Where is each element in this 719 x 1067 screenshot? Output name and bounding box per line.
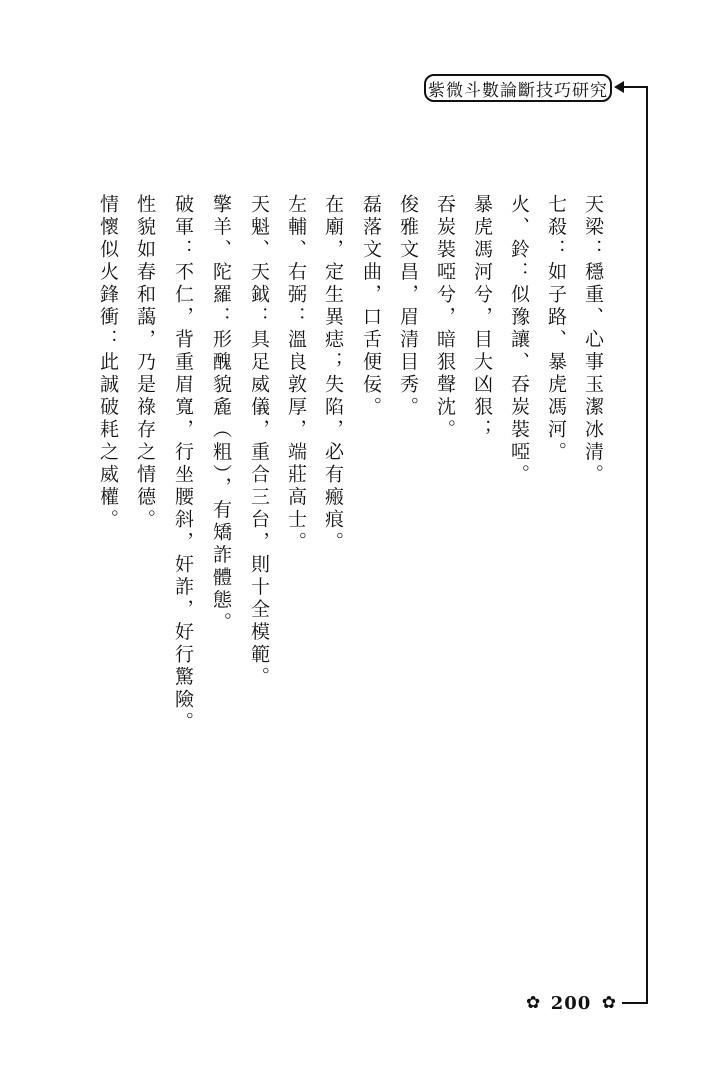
text-column: 七殺：如子路、暴虎馮河。 [545, 194, 567, 464]
bracket-line-top [622, 86, 647, 88]
header-title: 紫微斗數論斷技巧研究 [424, 74, 612, 102]
text-column: 磊落文曲，口舌便佞。 [360, 194, 382, 419]
flower-icon: ✿ [601, 992, 616, 1013]
text-column: 性貌如春和藹，乃是祿存之情德。 [134, 194, 156, 532]
bracket-line-side [646, 86, 648, 1003]
bracket-line-bottom [622, 1002, 648, 1004]
text-column: 破軍：不仁，背重眉寬，行坐腰斜，奸詐，好行驚險。 [172, 194, 194, 734]
text-column: 在廟，定生異痣；失陷，必有瘢痕。 [322, 194, 344, 554]
text-column: 俊雅文昌，眉清目秀。 [397, 194, 419, 419]
text-column: 天梁：穩重、心事玉潔冰清。 [582, 194, 604, 487]
page-number-area [526, 991, 616, 1015]
flower-icon: ✿ [526, 992, 541, 1013]
text-column: 情懷似火鋒衝：此誠破耗之威權。 [97, 194, 119, 532]
text-column: 擎羊、陀羅：形醜貌麁（粗），有矯詐體態。 [210, 194, 232, 635]
text-column: 暴虎馮河兮，目大凶狠； [471, 194, 493, 442]
text-column: 吞炭裝啞兮，暗狠聲沈。 [434, 194, 456, 442]
text-column: 火、鈴：似豫讓、吞炭裝啞。 [508, 194, 530, 487]
page-number: 200 [550, 992, 592, 1014]
text-column: 天魁、天鉞：具足威儀，重合三台，則十全模範。 [248, 194, 270, 689]
text-column: 左輔、右弼：溫良敦厚，端莊高士。 [285, 194, 307, 554]
